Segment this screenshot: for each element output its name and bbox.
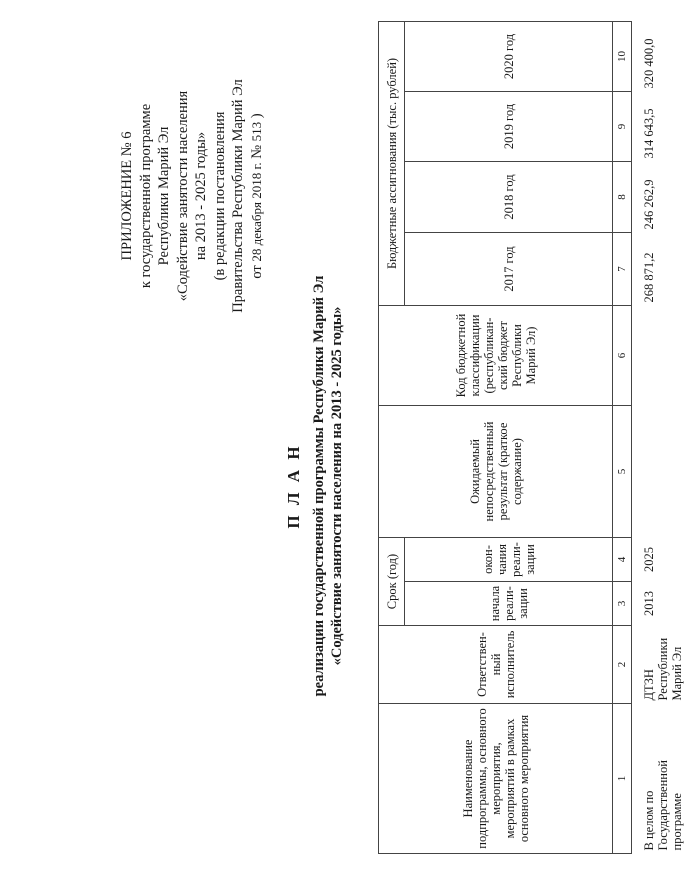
resolution-date: 28 декабря 2018 г.: [248, 162, 264, 262]
appendix-line: «Содействие занятости населения: [174, 90, 191, 302]
header-result: Ожидаемый непосредственный результат (краткое содержание): [379, 406, 613, 538]
row-amount-2020: 320 400,0: [642, 38, 656, 89]
column-number: 10: [613, 21, 632, 91]
table-row: [632, 21, 686, 853]
row-executor: ДТЗН Республики Марий Эл: [642, 637, 684, 701]
column-number: 8: [613, 162, 632, 233]
column-number: 1: [613, 704, 632, 854]
column-number: 6: [613, 306, 632, 406]
column-number: 5: [613, 406, 632, 538]
row-start-year: 2013: [642, 591, 656, 616]
appendix-number: ПРИЛОЖЕНИЕ № 6: [119, 131, 135, 261]
header-term-start: начала реали-зации: [405, 582, 613, 626]
row-amount-2018: 246 262,9: [642, 179, 656, 230]
header-budget: Бюджетные ассигнования (тыс. рублей): [379, 21, 405, 305]
plan-table: [378, 21, 686, 854]
appendix-line: (в редакции постановления: [211, 111, 228, 281]
date-prefix: от: [248, 265, 265, 279]
plan-subtitle: «Содействие занятости населения на 2013 - 2025 годы»: [329, 306, 345, 666]
row-amount-2017: 268 871,2: [642, 252, 656, 303]
header-year-2020: 2020 год: [405, 21, 613, 91]
appendix-line: Правительства Республики Марий Эл: [230, 79, 246, 313]
appendix-line: к государственной программе: [137, 103, 154, 289]
header-year-2019: 2019 год: [405, 92, 613, 162]
column-number-row: [613, 21, 632, 853]
appendix-block: [118, 46, 266, 346]
column-number: 3: [613, 582, 632, 626]
header-term-end: окон-чания реали-зации: [405, 538, 613, 582]
plan-subtitle: реализации государственной программы Республики Марий Эл: [311, 275, 327, 697]
header-executor: Ответствен-ный исполнитель: [379, 626, 613, 704]
row-kbk: [632, 306, 686, 406]
header-name: Наименование подпрограммы, основного мероприятия, мероприятий в рамках основного мероприятия: [379, 704, 613, 854]
closing-paren: ): [248, 113, 265, 119]
row-name: В целом по Государственной программе: [642, 760, 684, 851]
row-result: [632, 406, 686, 538]
header-year-2018: 2018 год: [405, 162, 613, 233]
header-term: Срок (год): [379, 538, 405, 626]
column-number: 2: [613, 626, 632, 704]
header-year-2017: 2017 год: [405, 233, 613, 306]
column-number: 7: [613, 233, 632, 306]
row-end-year: 2025: [642, 547, 656, 572]
appendix-date-line: [248, 46, 267, 346]
plan-heading: [284, 176, 346, 796]
plan-title: П Л А Н: [284, 443, 303, 529]
number-sign: №: [248, 144, 265, 159]
column-number: 4: [613, 538, 632, 582]
resolution-number: 513: [248, 121, 264, 142]
header-row: [379, 21, 405, 853]
appendix-line: Республики Марий Эл: [156, 126, 172, 266]
column-number: 9: [613, 92, 632, 162]
header-kbk: Код бюджетной классификации (республикан-ский бюджет Республики Марий Эл): [379, 306, 613, 406]
appendix-line: на 2013 - 2025 годы»: [193, 131, 209, 261]
row-amount-2019: 314 643,5: [642, 108, 656, 159]
